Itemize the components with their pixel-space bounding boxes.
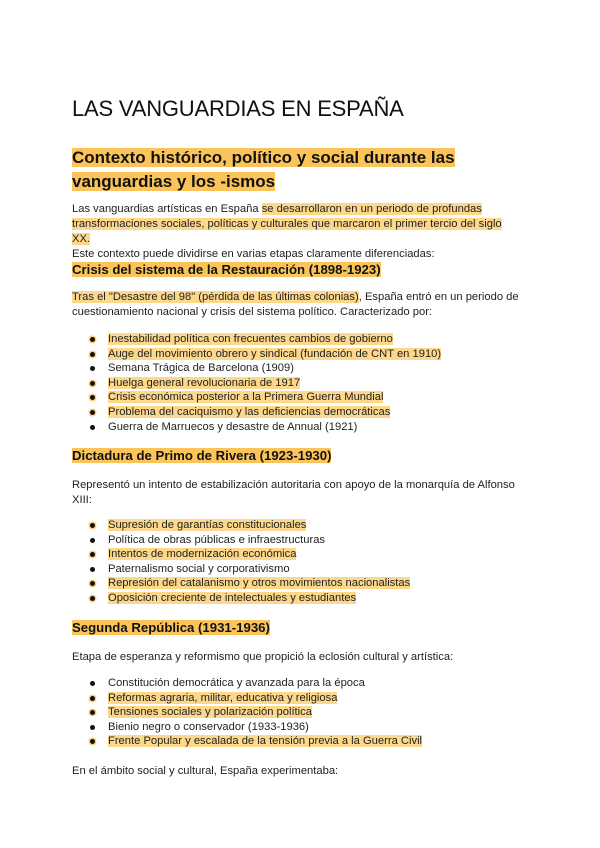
list-item-text: Represión del catalanismo y otros movimientos nacionalistas <box>108 577 411 590</box>
list-item <box>72 405 441 420</box>
closing-paragraph: En el ámbito social y cultural, España experimentaba: <box>72 765 339 777</box>
primo-paragraph <box>72 478 520 508</box>
list-item <box>72 547 410 562</box>
list-item <box>72 390 441 405</box>
list-item <box>72 420 441 435</box>
list-item <box>72 591 410 606</box>
list-item-text: Constitución democrática y avanzada para la época <box>108 677 365 689</box>
intro-paragraph <box>72 202 520 262</box>
heading-segunda-republica <box>72 620 270 635</box>
list-item <box>72 518 410 533</box>
list-item <box>72 705 422 720</box>
heading-primo-de-rivera <box>72 448 331 463</box>
heading-republica-text: Segunda República (1931-1936) <box>72 620 270 635</box>
list-item-text: Bienio negro o conservador (1933-1936) <box>108 720 309 733</box>
list-item <box>72 376 441 391</box>
intro-text-2: Este contexto puede dividirse en varias etapas claramente diferenciadas: <box>72 248 435 260</box>
intro-highlight-1: se desarrollaron en un periodo de profundas <box>261 203 482 215</box>
list-item-text: Problema del caciquismo y las deficiencias democráticas <box>108 405 391 418</box>
section-heading-line1: Contexto histórico, político y social durante las <box>72 148 455 167</box>
list-item <box>72 562 410 577</box>
list-item-text: Oposición creciente de intelectuales y estudiantes <box>108 591 357 604</box>
restauracion-highlight: Tras el "Desastre del 98" (pérdida de las últimas colonias) <box>72 291 359 303</box>
republica-paragraph <box>72 650 520 665</box>
republica-text: Etapa de esperanza y reformismo que propició la eclosión cultural y artística: <box>72 651 454 663</box>
list-item <box>72 734 422 749</box>
primo-list <box>72 518 410 606</box>
restauracion-list <box>72 332 441 434</box>
list-item-text: Intentos de modernización económica <box>108 548 297 561</box>
list-item-text: Guerra de Marruecos y desastre de Annual (1921) <box>108 420 358 433</box>
list-item-text: Supresión de garantías constitucionales <box>108 519 307 531</box>
list-item-text: Auge del movimiento obrero y sindical (fundación de CNT en 1910) <box>108 347 442 360</box>
list-item-text: Paternalismo social y corporativismo <box>108 562 290 575</box>
heading-primo-text: Dictadura de Primo de Rivera (1923-1930) <box>72 448 332 463</box>
list-item <box>72 676 422 691</box>
list-item <box>72 332 441 347</box>
list-item-text: Política de obras públicas e infraestructuras <box>108 533 326 546</box>
restauracion-text-1: , España entró en un periodo de <box>358 291 519 303</box>
intro-text: Las vanguardias artísticas en España <box>72 203 262 215</box>
list-item <box>72 347 441 362</box>
list-item <box>72 361 441 376</box>
list-item-text: Reformas agraria, militar, educativa y religiosa <box>108 691 338 704</box>
heading-restauracion-text: Crisis del sistema de la Restauración (1898-1923) <box>72 262 381 277</box>
list-item <box>72 576 410 591</box>
primo-text-1: Representó un intento de estabilización autoritaria con apoyo de la monarquía de Alfonso <box>72 479 515 491</box>
list-item-text: Frente Popular y escalada de la tensión previa a la Guerra Civil <box>108 735 423 748</box>
restauracion-text-2: cuestionamiento nacional y crisis del sistema político. Caracterizado por: <box>72 306 433 318</box>
primo-text-2: XIII: <box>72 494 92 506</box>
section-heading-line2: vanguardias y los -ismos <box>72 172 276 191</box>
republica-list <box>72 676 422 749</box>
list-item-text: Huelga general revolucionaria de 1917 <box>108 376 301 389</box>
intro-highlight-2: transformaciones sociales, políticas y culturales que marcaron el primer tercio del siglo XX. <box>72 218 502 245</box>
section-heading <box>72 146 455 194</box>
list-item <box>72 691 422 706</box>
list-item-text: Inestabilidad política con frecuentes cambios de gobierno <box>108 333 393 345</box>
list-item-text: Semana Trágica de Barcelona (1909) <box>108 362 294 375</box>
list-item <box>72 720 422 735</box>
page-title: LAS VANGUARDIAS EN ESPAÑA <box>72 96 404 121</box>
restauracion-paragraph <box>72 290 520 320</box>
list-item-text: Tensiones sociales y polarización política <box>108 706 312 719</box>
heading-restauracion <box>72 262 381 277</box>
list-item <box>72 533 410 548</box>
list-item-text: Crisis económica posterior a la Primera Guerra Mundial <box>108 391 384 404</box>
